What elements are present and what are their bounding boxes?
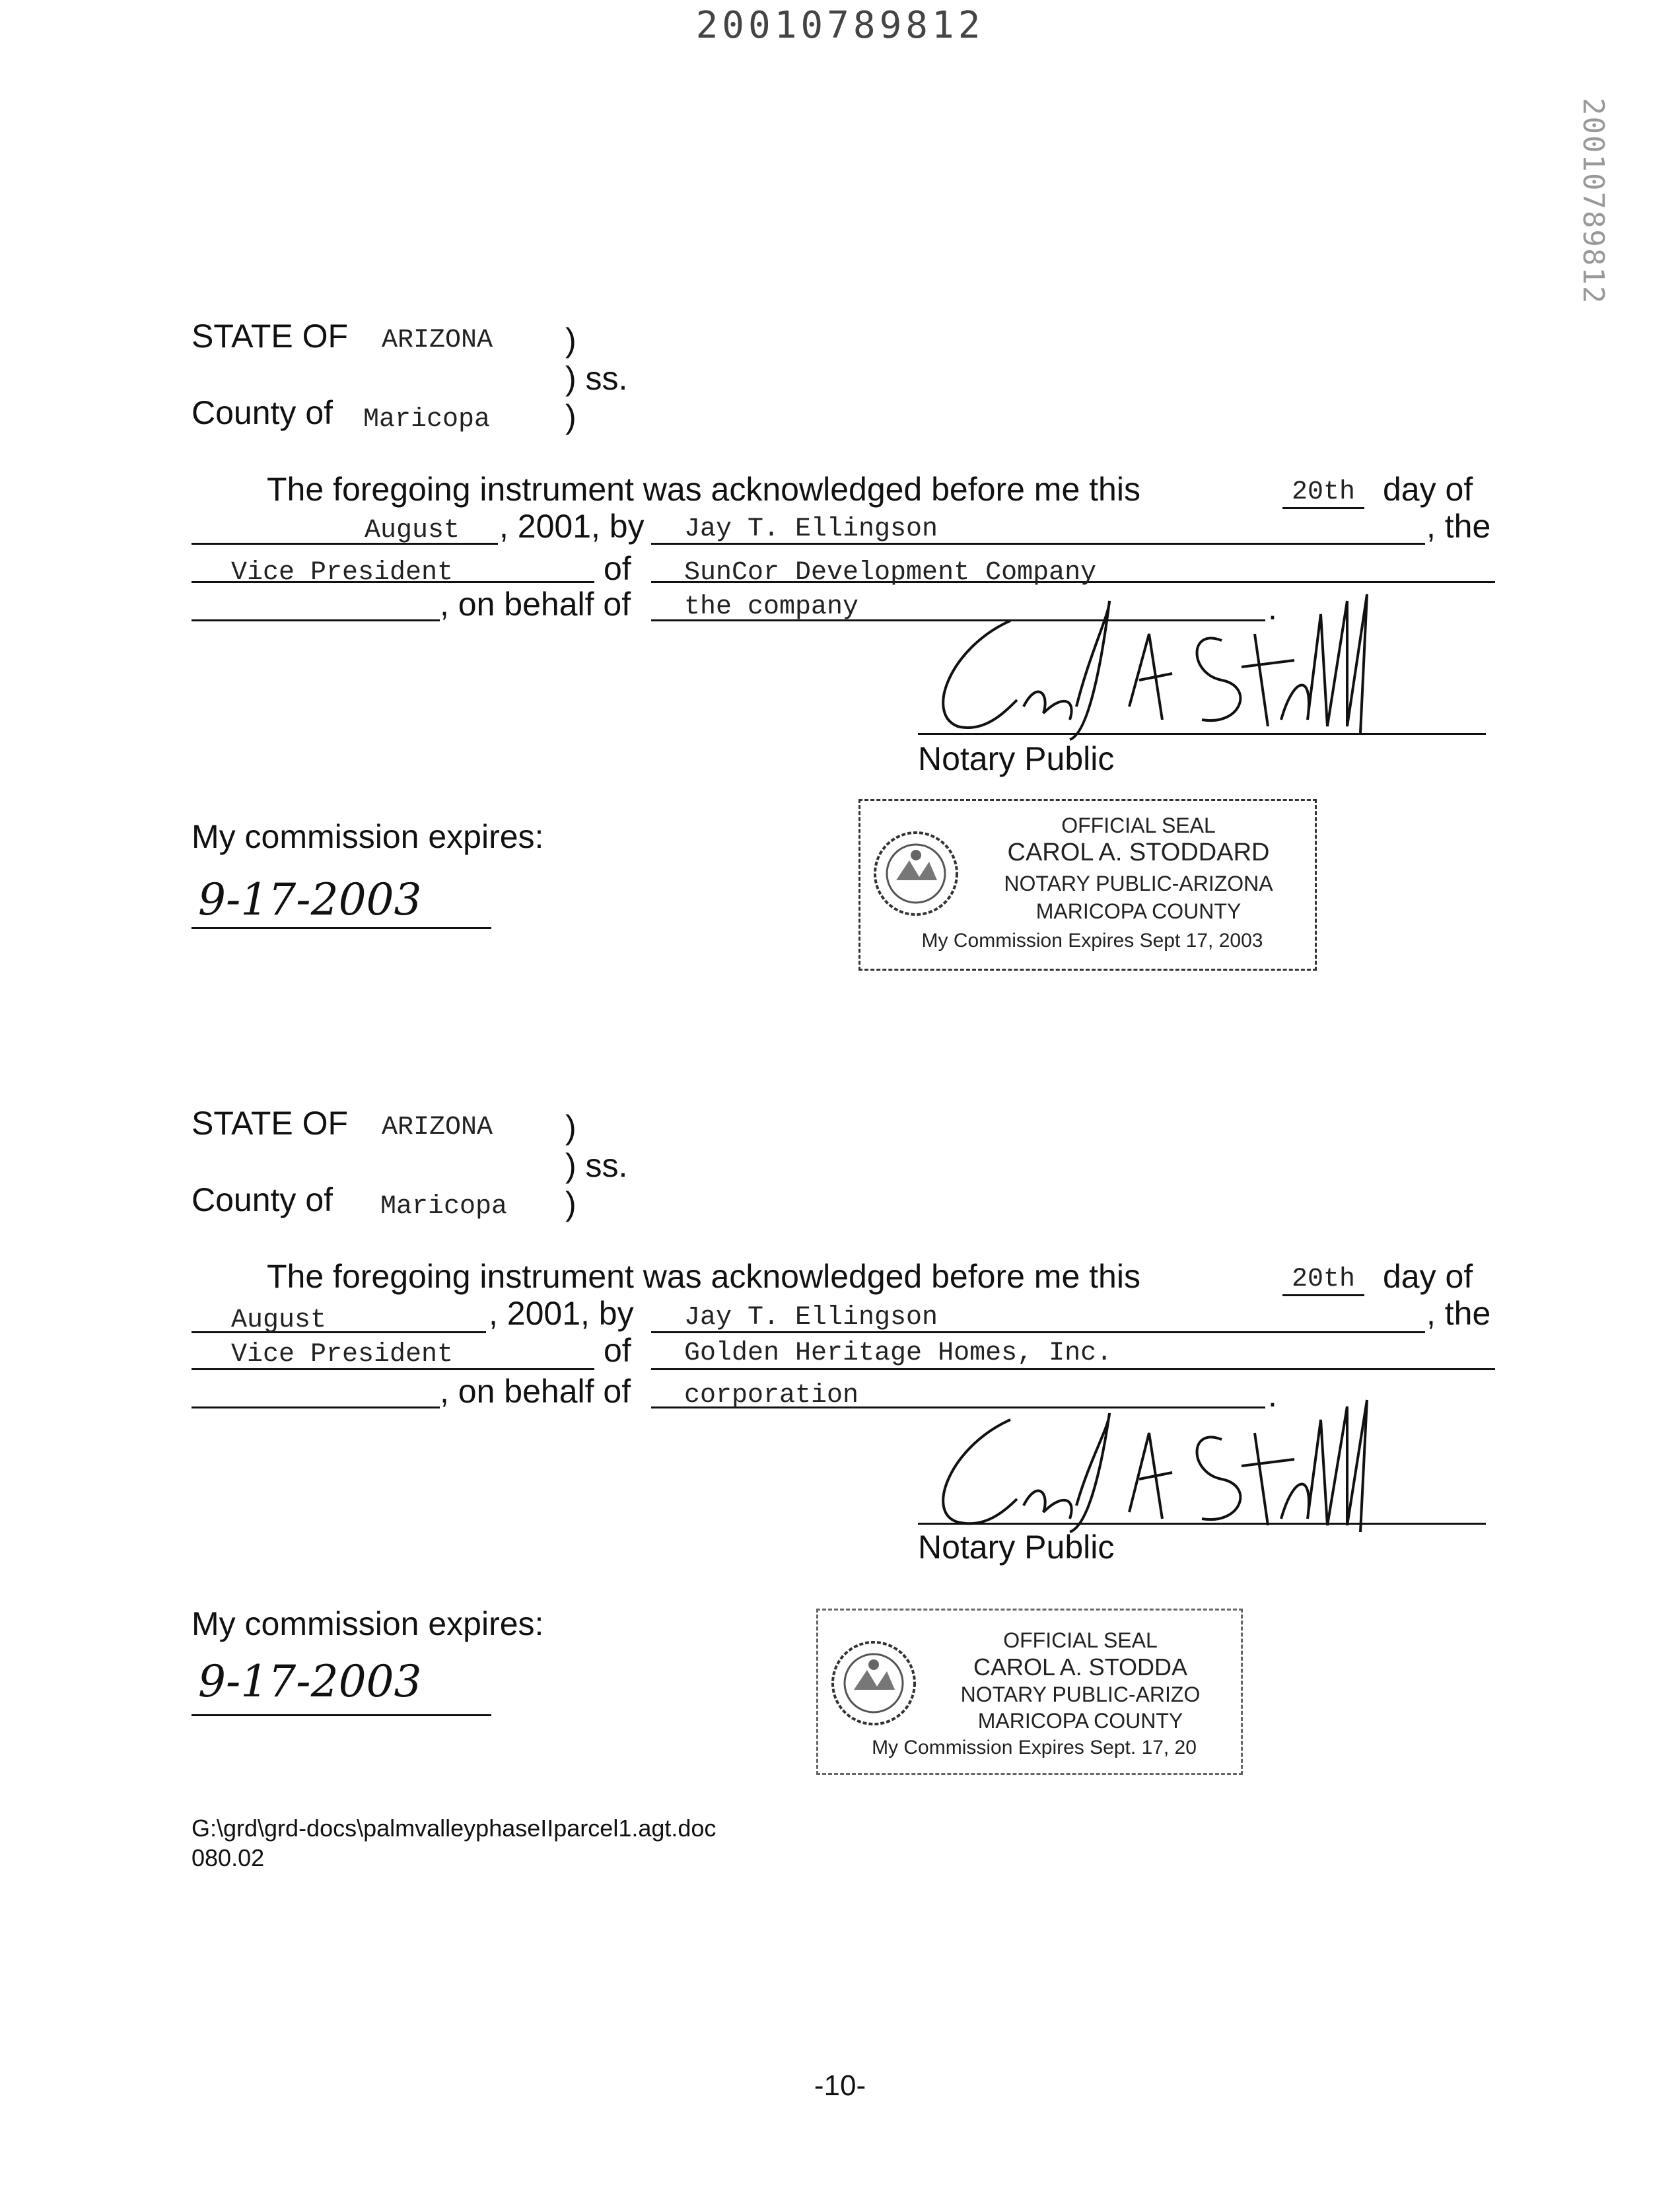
state-label: STATE OF <box>192 318 349 355</box>
day-underline <box>1282 1294 1364 1296</box>
year-by-label: , 2001, by <box>499 508 645 545</box>
state-label: STATE OF <box>192 1105 349 1142</box>
period: . <box>1268 1377 1277 1414</box>
county-value: Maricopa <box>363 405 491 434</box>
of-label: of <box>604 1332 631 1369</box>
notary-signature <box>911 574 1440 746</box>
behalf-label: , on behalf of <box>440 586 631 623</box>
venue-paren: ) <box>565 1185 577 1222</box>
the-label: , the <box>1426 1295 1491 1332</box>
signature-line <box>918 733 1486 735</box>
side-document-number: 20010789812 <box>1576 98 1610 305</box>
day-of-label: day of <box>1383 471 1473 508</box>
company-name: SunCor Development Company <box>684 558 1097 588</box>
county-label: County of <box>192 394 333 431</box>
blank-underline <box>192 619 440 621</box>
state-value: ARIZONA <box>382 326 493 355</box>
file-path: G:\grd\grd-docs\palmvalleyphaseIIparcel1.agt.doc <box>192 1815 717 1842</box>
seal-line-4: MARICOPA COUNTY <box>1035 899 1242 923</box>
state-seal-icon <box>870 814 962 933</box>
month-value: August <box>365 516 460 545</box>
venue-paren: ) <box>565 398 577 435</box>
year-by-label: , 2001, by <box>489 1295 634 1332</box>
behalf-label: , on behalf of <box>440 1373 631 1410</box>
acknowledgment-text: The foregoing instrument was acknowledged before me this <box>267 1258 1140 1295</box>
seal-line-5: My Commission Expires Sept. 17, 20 <box>872 1737 1197 1758</box>
month-value: August <box>231 1305 327 1335</box>
ss-label: ) ss. <box>565 360 628 397</box>
seal-line-4: MARICOPA COUNTY <box>977 1709 1183 1733</box>
notary-public-label: Notary Public <box>918 740 1115 777</box>
commission-underline <box>192 1714 491 1716</box>
state-value: ARIZONA <box>382 1113 493 1142</box>
ss-label: ) ss. <box>565 1147 628 1184</box>
day-value: 20th <box>1291 1265 1355 1294</box>
seal-line-5: My Commission Expires Sept 17, 2003 <box>921 930 1263 952</box>
signer-title: Vice President <box>231 1340 454 1370</box>
seal-line-1: OFFICIAL SEAL <box>1061 814 1216 837</box>
behalf-value: corporation <box>684 1381 859 1410</box>
page-number: -10- <box>814 2069 866 2102</box>
notary-signature <box>911 1387 1440 1539</box>
period: . <box>1268 590 1277 627</box>
notary-seal <box>816 1609 1243 1775</box>
acknowledgment-sentence: The foregoing instrument was acknowledged before me this <box>267 471 1140 508</box>
seal-line-2: CAROL A. STODDA <box>973 1653 1188 1681</box>
commission-label: My commission expires: <box>192 1605 544 1642</box>
the-label: , the <box>1426 508 1491 545</box>
commission-date: 9-17-2003 <box>198 874 422 925</box>
acknowledgment-text <box>267 473 1238 506</box>
document-number: 20010789812 <box>695 4 985 47</box>
seal-line-2: CAROL A. STODDARD <box>1007 839 1270 866</box>
of-label: of <box>604 550 631 587</box>
signer-title: Vice President <box>231 558 454 588</box>
file-code: 080.02 <box>192 1844 265 1871</box>
day-value: 20th <box>1291 477 1355 507</box>
venue-paren: ) <box>565 1109 577 1146</box>
day-underline <box>1282 507 1364 509</box>
commission-date: 9-17-2003 <box>198 1656 422 1707</box>
seal-line-1: OFFICIAL SEAL <box>1003 1628 1158 1652</box>
behalf-value: the company <box>684 592 859 622</box>
file-reference <box>192 1813 716 1873</box>
blank-underline <box>192 1406 440 1408</box>
seal-line-3: NOTARY PUBLIC-ARIZO <box>960 1683 1201 1706</box>
commission-underline <box>192 927 491 929</box>
seal-line-3: NOTARY PUBLIC-ARIZONA <box>1004 872 1273 895</box>
venue-paren: ) <box>565 322 577 359</box>
day-of-label: day of <box>1383 1258 1473 1295</box>
county-label: County of <box>192 1181 333 1218</box>
notary-public-label: Notary Public <box>918 1529 1115 1566</box>
notary-seal <box>858 799 1317 971</box>
commission-label: My commission expires: <box>192 818 544 855</box>
company-name: Golden Heritage Homes, Inc. <box>684 1338 1113 1368</box>
signer-name: Jay T. Ellingson <box>684 514 938 544</box>
state-seal-icon <box>827 1624 920 1743</box>
company-underline <box>651 1368 1495 1370</box>
signer-name: Jay T. Ellingson <box>684 1303 938 1333</box>
signature-line <box>918 1523 1486 1525</box>
county-value: Maricopa <box>380 1192 508 1222</box>
